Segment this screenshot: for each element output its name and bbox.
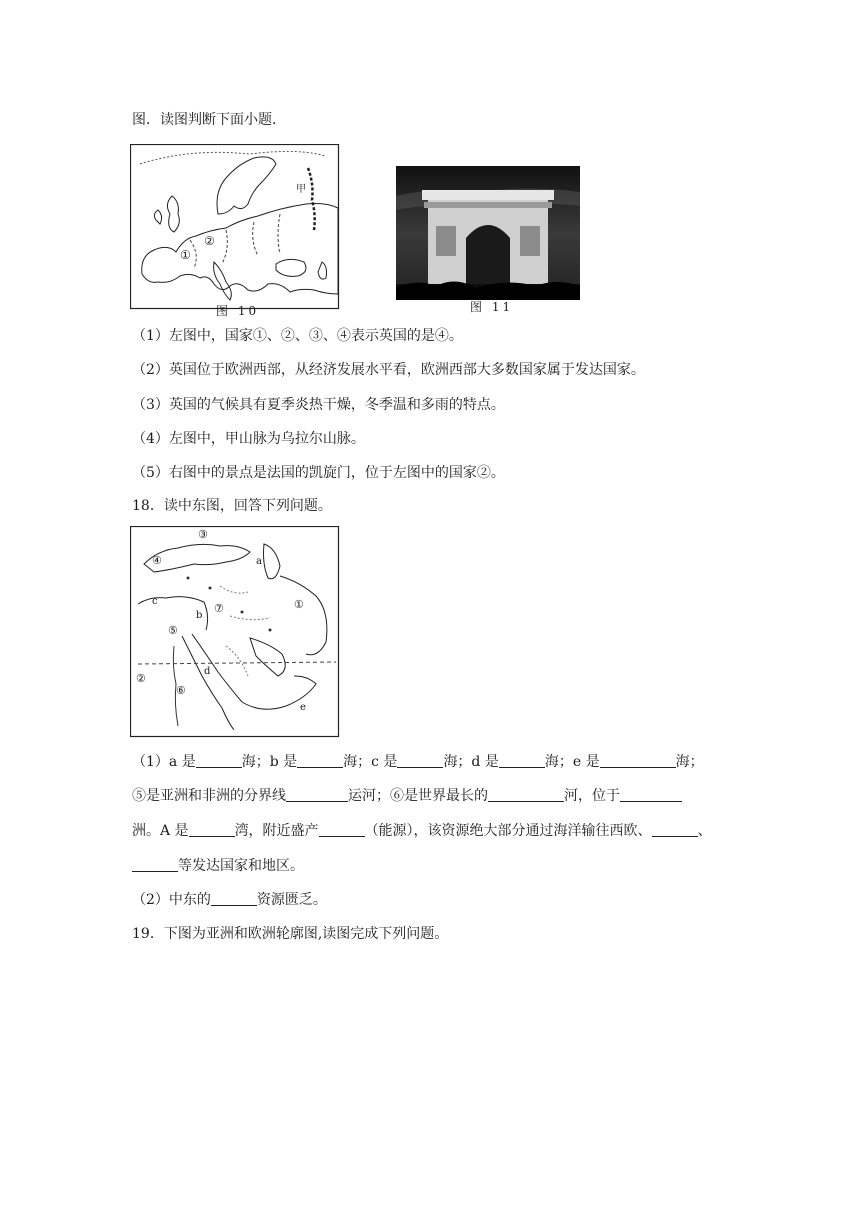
blank-gulf[interactable] xyxy=(189,822,235,837)
me-label-e: e xyxy=(300,702,306,713)
me-label-c: c xyxy=(152,596,158,607)
map-marker-1: ① xyxy=(180,248,191,262)
q18-title: 18．读中东图，回答下列问题。 xyxy=(132,498,332,514)
blank-river[interactable] xyxy=(488,787,564,802)
figure-caption-right: 图 11 xyxy=(470,300,514,314)
intro-text: 图．读图判断下面小题． xyxy=(132,112,286,128)
me-label-b: b xyxy=(196,610,203,621)
q18-line-4: 等发达国家和地区。 xyxy=(132,856,304,876)
me-marker-4: ④ xyxy=(152,554,162,567)
q17-statement-5: （5）右图中的景点是法国的凯旋门，位于左图中的国家②。 xyxy=(132,465,505,481)
q18-line-5: （2）中东的 资源匮乏。 xyxy=(132,892,327,908)
blank-c[interactable] xyxy=(397,753,443,768)
blank-b[interactable] xyxy=(297,753,343,768)
q17-statement-2: （2）英国位于欧洲西部，从经济发展水平看，欧洲西部大多数国家属于发达国家。 xyxy=(132,362,645,378)
europe-map xyxy=(130,144,340,310)
europe-map-figure xyxy=(130,144,340,318)
blank-region-2[interactable] xyxy=(132,857,178,872)
q17-statement-1: （1）左图中，国家①、②、③、④表示英国的是④。 xyxy=(132,328,463,344)
me-marker-2: ② xyxy=(136,672,146,685)
q18-line-2: ⑤是亚洲和非洲的分界线 运河；⑥是世界最长的 河，位于 xyxy=(132,786,682,806)
figure-caption-left: 图 10 xyxy=(216,304,260,318)
me-marker-7: ⑦ xyxy=(214,602,224,615)
q19-title: 19．下图为亚洲和欧洲轮廓图,读图完成下列问题。 xyxy=(132,926,449,942)
blank-resource[interactable] xyxy=(211,891,257,906)
me-marker-3: ③ xyxy=(198,528,208,541)
q18-line-3: 洲。A 是 湾，附近盛产 （能源），该资源绝大部分通过海洋输往西欧、 、 xyxy=(132,823,712,839)
blank-canal[interactable] xyxy=(286,787,348,802)
me-label-d: d xyxy=(204,666,211,677)
blank-e[interactable] xyxy=(600,753,676,768)
q18-line-1: （1）a 是 海；b 是 海；c 是 海；d 是 海；e 是 海； xyxy=(132,754,704,770)
q17-statement-4: （4）左图中，甲山脉为乌拉尔山脉。 xyxy=(132,431,365,447)
blank-a[interactable] xyxy=(196,753,242,768)
me-marker-6: ⑥ xyxy=(176,684,186,697)
blank-continent[interactable] xyxy=(620,787,682,802)
blank-region-1[interactable] xyxy=(652,822,698,837)
q17-statement-3: （3）英国的气候具有夏季炎热干燥，冬季温和多雨的特点。 xyxy=(132,397,505,413)
arc-de-triomphe-photo xyxy=(396,166,580,314)
me-label-a: a xyxy=(256,556,262,567)
middle-east-map-figure xyxy=(130,526,340,738)
map-marker-2: ② xyxy=(204,234,215,248)
map-label-jia: 甲 xyxy=(296,184,306,195)
blank-d[interactable] xyxy=(499,753,545,768)
arc-photo-image xyxy=(396,166,580,300)
blank-energy[interactable] xyxy=(319,822,365,837)
me-marker-1: ① xyxy=(294,598,304,611)
me-marker-5: ⑤ xyxy=(168,624,178,637)
